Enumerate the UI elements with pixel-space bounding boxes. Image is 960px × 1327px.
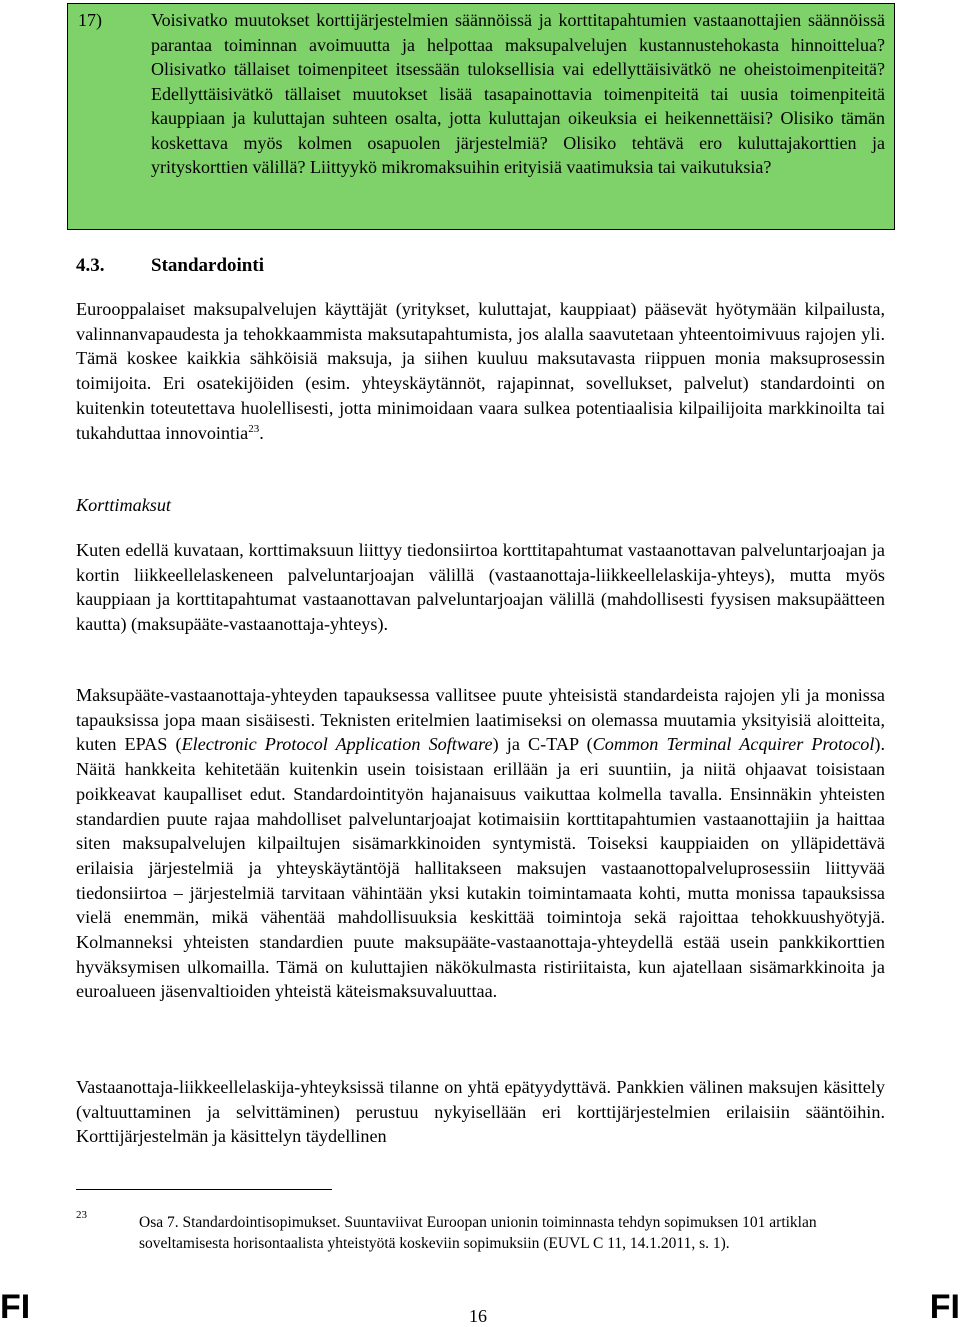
paragraph-1-text: Eurooppalaiset maksupalvelujen käyttäjät (yritykset, kuluttajat, kauppiaat) pääsevät hyötymään kilpailusta, valinnanvapaudesta ja tehokkaammista maksutapahtumista, jos alalla saavutetaan yhteentoimivuus rajojen yli. Tämä koskee kaikkia sähköisiä maksuja, ja siihen kuuluu maksutavasta riippuen monia maksuprosessin toimijoita. Eri osatekijöiden (esim. yhteyskäytännöt, rajapinnat, sovellukset, palvelut) standardointi on kuitenkin toteutettava huolellisesti, jotta minimoidaan vaara sulkea potentiaalisia kilpailijoita markkinoilta tai tukahduttaa innovointia	[76, 299, 885, 443]
paragraph-1-end: .	[259, 422, 264, 443]
paragraph-3-part3: ). Näitä hankkeita kehitetään kuitenkin usein toisistaan erillään ja eri suuntiin, ja niitä ohjaavat toisistaan poikkeavat kaupalliset edut. Standardointityön hajanaisuus vaikuttaa kolmella tavalla. Ensinnäkin yhteisten standardien puute rajaa mahdolliset palveluntarjoajat kotimaisiin korttitapahtumien vastaanottajiin ja haittaa siten maksupalvelujen kilpailtujen sisämarkkinoiden syntymistä. Toiseksi kauppiaiden on ylläpidettävä erilaisia järjestelmiä ja yhteyskäytäntöjä hallitakseen maksujen vastaanottopalveluprosessiin liittyvää tiedonsiirtoa – järjestelmiä tarvitaan vähintään yksi kutakin toimintamaata kohti, mutta monissa tapauksissa vielä enemmän, mikä vähentää mahdollisuuksia keskittää toimintoja sekä rajoittaa tehokkuushyötyjä. Kolmanneksi yhteisten standardien puute maksupääte-vastaanottaja-yhteydellä estää usein pankkikorttien hyväksymisen ulkomailla. Tämä on kuluttajien näkökulmasta ristiriitaista, kun ajatellaan sisämarkkinoita ja euroalueen jäsenvaltioiden yhteistä käteismaksuvaluuttaa.	[76, 734, 885, 1002]
paragraph-1	[76, 297, 885, 445]
question-number: 17)	[78, 10, 102, 30]
paragraph-3-italic-epas: Electronic Protocol Application Software	[181, 734, 493, 755]
subheading-korttimaksut: Korttimaksut	[76, 495, 171, 515]
section-title: Standardointi	[151, 255, 264, 276]
paragraph-3-italic-ctap: Common Terminal Acquirer Protocol	[592, 734, 875, 755]
paragraph-2: Kuten edellä kuvataan, korttimaksuun liittyy tiedonsiirtoa korttitapahtumat vastaanottavan palveluntarjoajan ja kortin liikkeellelaskeneen palveluntarjoajan välillä (vastaanottaja-liikkeellelaskija-yhteys), mutta myös kauppiaan ja korttitapahtumat vastaanottavan palveluntarjoajan välillä (mahdollisesti fyysisen maksupäätteen kautta) (maksupääte-vastaanottaja-yhteys).	[76, 540, 885, 635]
section-number: 4.3.	[76, 255, 105, 276]
language-code-left: FI	[0, 1288, 31, 1326]
language-code-right: FI	[929, 1288, 960, 1326]
paragraph-3-part2: ) ja C-TAP (	[492, 734, 593, 755]
footnote-number: 23	[76, 1209, 87, 1221]
paragraph-4: Vastaanottaja-liikkeellelaskija-yhteyksissä tilanne on yhtä epätyydyttävä. Pankkien välinen maksujen käsittely (valtuuttaminen ja selvittäminen) perustuu nykyisellään eri korttijärjestelmien erilaisiin sääntöihin. Korttijärjestelmän ja käsittelyn täydellinen	[76, 1077, 885, 1147]
footnote-separator	[76, 1189, 332, 1190]
paragraph-3-part1: Maksupääte-vastaanottaja-yhteyden tapauksessa vallitsee puute yhteisistä standardeista rajojen yli ja monissa tapauksissa jopa maan sisäisesti. Teknisten eritelmien laatimiseksi on olemassa muutamia yksityisiä aloitteita, kuten EPAS (	[76, 685, 885, 755]
page-number: 16	[469, 1306, 487, 1326]
footnote-text: Osa 7. Standardointisopimukset. Suuntaviivat Euroopan unionin toiminnasta tehdyn sopimuksen 101 artiklan soveltamisesta horisontaalista yhteistyötä koskeviin sopimuksiin (EUVL C 11, 14.1.2011, s. 1).	[139, 1214, 817, 1252]
paragraph-3	[76, 683, 885, 1004]
footnote-ref-23[interactable]: 23	[248, 422, 260, 435]
question-text: Voisivatko muutokset korttijärjestelmien säännöissä ja korttitapahtumien vastaanottajien säännöissä parantaa toiminnan avoimuutta ja helpottaa maksupalvelujen kustannustehokasta hinnoittelua? Olisivatko tällaiset toimenpiteet itsessään tuloksellisia vai edellyttäisivätkö ne oheistoimenpiteitä? Edellyttäisivätkö tällaiset muutokset lisää tasapainottavia toimenpiteitä tai uusia toimenpiteitä kauppiaan ja kuluttajan suhteen osalta, jotta kuluttajan oikeuksia ei heikennettäisi? Olisiko tämän koskettava myös kolmen osapuolen järjestelmiä? Olisiko tehtävä ero kuluttajakorttien ja yrityskorttien välillä? Liittyykö mikromaksuihin erityisiä vaatimuksia tai vaikutuksia?	[151, 10, 885, 177]
